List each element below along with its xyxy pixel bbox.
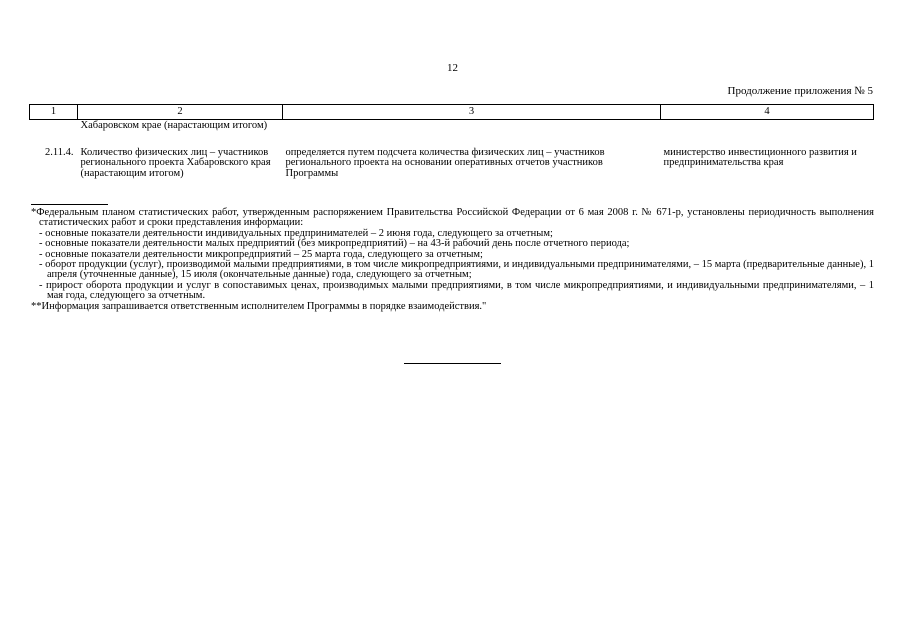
document-end-rule — [404, 363, 501, 364]
table-header-row — [30, 105, 874, 120]
column-header-3: 3 — [283, 105, 661, 120]
column-header-4: 4 — [661, 105, 874, 120]
column-header-1: 1 — [30, 105, 78, 120]
calculation-method: определяется путем подсчета количества физических лиц – участников регионального проекта на основании оперативных отчетов участников Программы — [285, 146, 605, 179]
footnote-item: - основные показатели деятельности микропредприятий – 25 марта года, следующего за отчетным; — [39, 248, 483, 260]
column-header-2: 2 — [78, 105, 283, 120]
row-number — [30, 120, 78, 132]
indicator-name: Количество физических лиц – участников регионального проекта Хабаровского края (нарастающим итогом) — [80, 146, 271, 179]
footnote-item: - прирост оборота продукции и услуг в сопоставимых ценах, производимых малыми предприятиями, в том числе микропредприятиями, и индивидуальными предпринимателями, – 1 мая года, следующего за отчетным. — [39, 279, 874, 302]
table-row — [30, 132, 874, 180]
responsible-executor: министерство инвестиционного развития и предпринимательства края — [663, 146, 857, 168]
calculation-method — [283, 120, 661, 132]
footnote-item: - основные показатели деятельности малых предприятий (без микропредприятий) – на 43-й рабочий день после отчетного периода; — [39, 238, 630, 250]
footnote-item: - основные показатели деятельности индивидуальных предпринимателей – 2 июня года, следующего за отчетным; — [39, 227, 553, 239]
footnote-separator — [31, 204, 108, 205]
indicators-table — [29, 104, 874, 179]
footnote-intro: *Федеральным планом статистических работ, утвержденным распоряжением Правительства Российской Федерации от 6 мая 2008 г. № 671-р, установлены периодичность выполнения статистических работ и сроки представления информации: — [31, 207, 874, 229]
page-number: 12 — [447, 62, 458, 74]
row-number: 2.11.4. — [45, 146, 74, 158]
footnote-item: - оборот продукции (услуг), производимой малыми предприятиями, в том числе микропредприятиями, и индивидуальными предпринимателями, – 15 марта (предварительные данные), 1 апреля (уточненные данные), 15 июля (окончательные данные) года, следующего за отчетным; — [39, 259, 874, 281]
indicator-name: Хабаровском крае (нарастающим итогом) — [80, 120, 268, 131]
responsible-executor — [661, 120, 874, 132]
footnote-second: **Информация запрашивается ответственным исполнителем Программы в порядке взаимодействия." — [31, 300, 487, 312]
table-row — [30, 120, 874, 132]
appendix-continuation-label: Продолжение приложения № 5 — [727, 85, 873, 97]
footnotes — [31, 208, 874, 312]
